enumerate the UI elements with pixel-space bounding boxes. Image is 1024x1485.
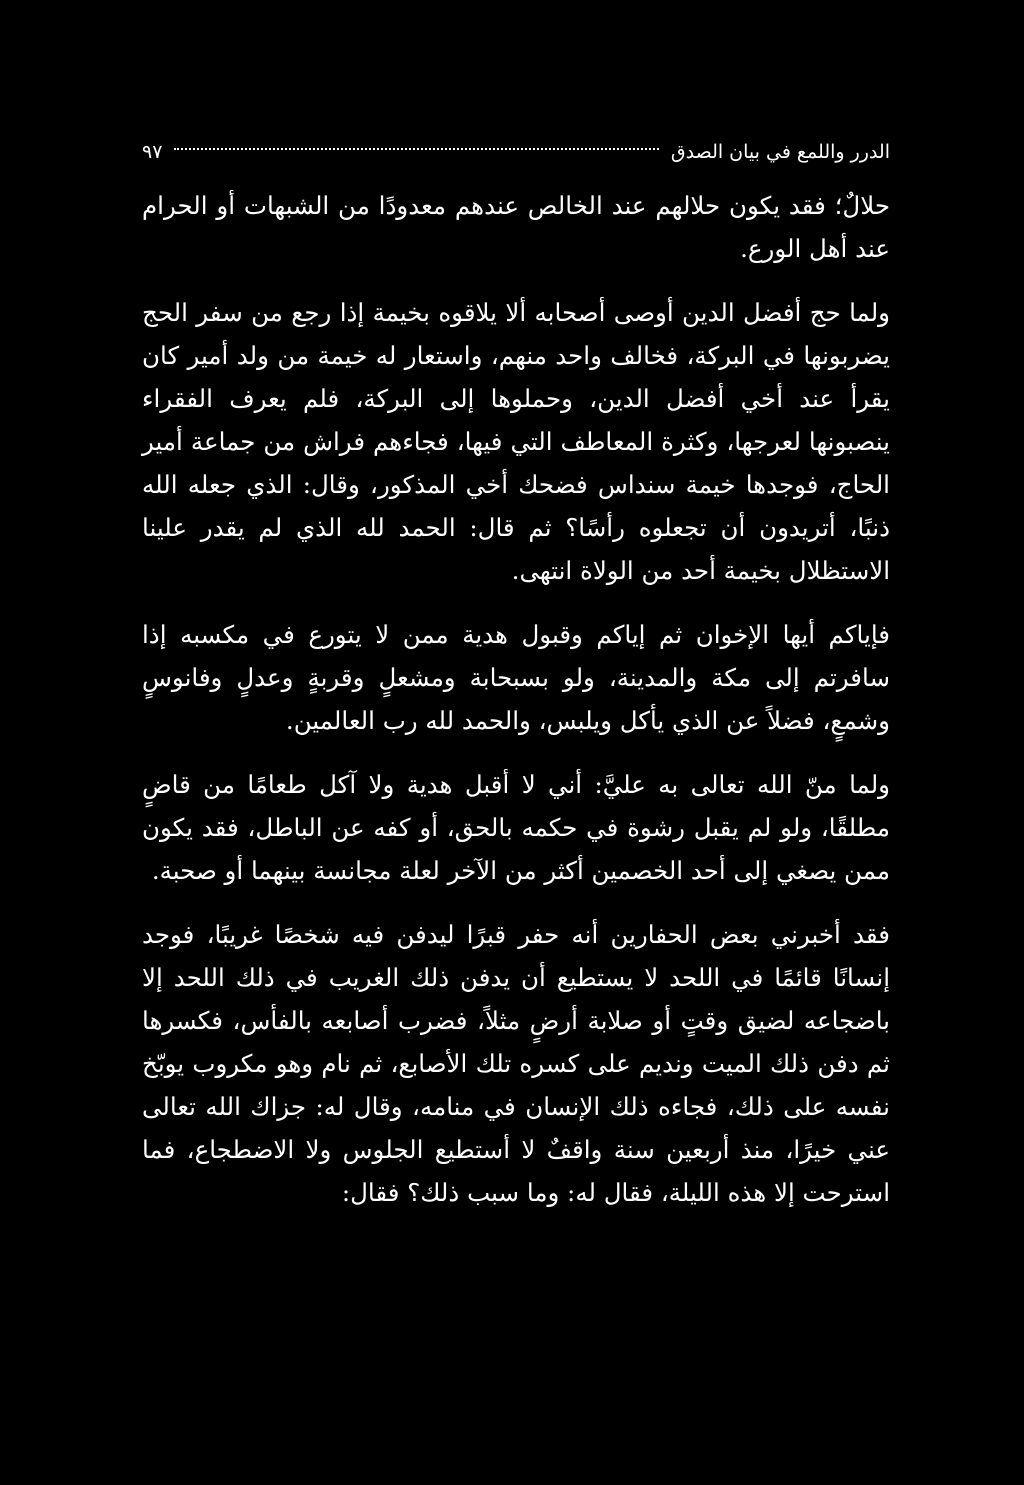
paragraph-1: حلالٌ؛ فقد يكون حلالهم عند الخالص عندهم معدودًا من الشبهات أو الحرام عند أهل الورع. bbox=[142, 191, 890, 263]
running-header bbox=[142, 132, 890, 172]
paragraph-2: ولما حج أفضل الدين أوصى أصحابه ألا يلاقوه بخيمة إذا رجع من سفر الحج يضربونها في البركة، فخالف واحد منهم، واستعار له خيمة من ولد أمير كان يقرأ عند أخي أفضل الدين، وحملوها إلى البركة، فلم يعرف الفقراء ينصبونها لعرجها، وكثرة المعاطف التي فيها، فجاءهم فراش من جماعة أمير الحاج، فوجدها خيمة سنداس فضحك أخي المذكور، وقال: الذي جعله الله ذنبًا، أتريدون أن تجعلوه رأسًا؟ ثم قال: الحمد لله الذي لم يقدر علينا الاستظلال بخيمة أحد من الولاة انتهى. bbox=[142, 298, 890, 585]
paragraph-3: فإياكم أيها الإخوان ثم إياكم وقبول هدية ممن لا يتورع في مكسبه إذا سافرتم إلى مكة والمدينة، ولو بسبحابة ومشعلٍ وقربةٍ وعدلٍ وفانوسٍ وشمعٍ، فضلاً عن الذي يأكل ويلبس، والحمد لله رب العالمين. bbox=[142, 620, 890, 735]
paragraph-5: فقد أخبرني بعض الحفارين أنه حفر قبرًا ليدفن فيه شخصًا غريبًا، فوجد إنسانًا قائمًا في اللحد لا يستطيع أن يدفن ذلك الغريب في ذلك اللحد إلا باضجاعه لضيق وقتٍ أو صلابة أرضٍ مثلاً، فضرب أصابعه بالفأس، فكسرها ثم دفن ذلك الميت ونديم على كسره تلك الأصابع، ثم نام وهو مكروب يوبّخ نفسه على ذلك، فجاءه ذلك الإنسان في منامه، وقال له: جزاك الله تعالى عني خيرًا، منذ أربعين سنة واقفٌ لا أستطيع الجلوس ولا الاضطجاع، فما استرحت إلا هذه الليلة، فقال له: وما سبب ذلك؟ فقال: bbox=[142, 920, 890, 1207]
body-text bbox=[142, 184, 890, 1214]
dotted-leader bbox=[174, 148, 658, 150]
running-title: الدرر واللمع في بيان الصدق bbox=[670, 141, 890, 163]
document-page bbox=[142, 132, 890, 1235]
page-number: ٩٧ bbox=[142, 141, 163, 163]
paragraph-4: ولما منّ الله تعالى به عليَّ: أني لا أقبل هدية ولا آكل طعامًا من قاضٍ مطلقًا، ولو لم يقبل رشوة في حكمه بالحق، أو كفه عن الباطل، فقد يكون ممن يصغي إلى أحد الخصمين أكثر من الآخر لعلة مجانسة بينهما أو صحبة. bbox=[142, 770, 890, 885]
